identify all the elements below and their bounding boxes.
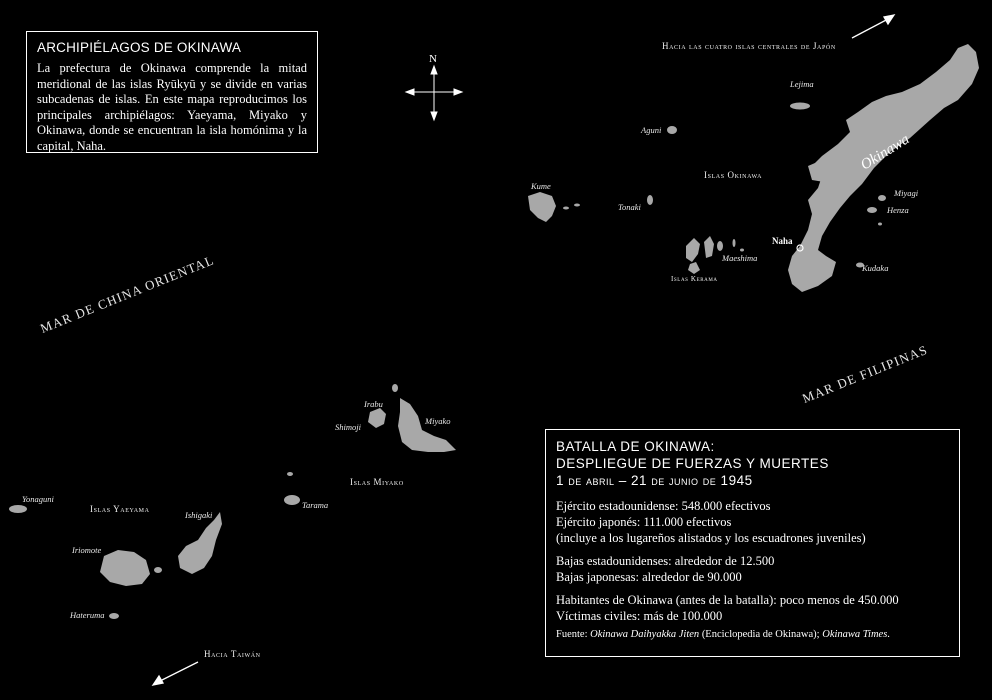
kerama-islands: [686, 238, 700, 262]
lejima-label: Lejima: [790, 79, 814, 89]
intro-title: ARCHIPIÉLAGOS DE OKINAWA: [37, 40, 242, 55]
tonaki-island: [647, 195, 653, 205]
tarama-island: [284, 495, 300, 505]
population-line: Habitantes de Okinawa (antes de la batalla): poco menos de 450.000: [556, 593, 899, 607]
civilian-victims-line: Víctimas civiles: más de 100.000: [556, 609, 723, 623]
us-casualties-line: Bajas estadounidenses: alrededor de 12.500: [556, 554, 775, 568]
yonaguni-island: [9, 505, 27, 513]
aguni-island: [667, 126, 677, 134]
jp-army-line: Ejército japonés: 111.000 efectivos: [556, 515, 732, 529]
irabu-label: Irabu: [364, 399, 383, 409]
henza-label: Henza: [887, 205, 909, 215]
jp-army-note: (incluye a los lugareños alistados y los escuadrones juveniles): [556, 531, 866, 545]
miyagi-island: [878, 195, 886, 201]
kudaka-label: Kudaka: [862, 263, 889, 273]
intro-box: [26, 31, 318, 153]
iriomote-island: [100, 550, 150, 586]
iriomote-label: Iriomote: [72, 545, 102, 555]
source-end: .: [887, 629, 890, 640]
aguni-label: Aguni: [641, 125, 662, 135]
arrow-to-taiwan: [153, 662, 198, 685]
tarama-label: Tarama: [302, 500, 329, 510]
group-kerama-label: Islas Kerama: [671, 275, 718, 283]
source-title-1: Okinawa Daihyakka Jiten: [590, 629, 700, 640]
direction-to-japan-label: Hacia las cuatro islas centrales de Japón: [662, 41, 836, 51]
sea-east-china-label: MAR DE CHINA ORIENTAL: [38, 252, 217, 336]
naha-label: Naha: [772, 236, 793, 246]
source-title-2: Okinawa Times: [822, 629, 888, 640]
battle-title-line3: 1 de abril – 21 de junio de 1945: [556, 473, 753, 488]
sea-philippine-label: MAR DE FILIPINAS: [800, 341, 930, 406]
kume-label: Kume: [531, 181, 551, 191]
us-army-line: Ejército estadounidense: 548.000 efectivos: [556, 499, 771, 513]
direction-to-taiwan-label: Hacia Taiwán: [204, 649, 261, 659]
battle-box: [545, 429, 960, 657]
ishigaki-island: [178, 512, 222, 574]
intro-body: La prefectura de Okinawa comprende la mitad meridional de las islas Ryūkyū y se divide en varias subcadenas de islas. En este mapa reproducimos los principales archipiélagos: Yaeyama, Miyako y Okinawa, donde se encuentran la isla homónima y la capital, Naha.: [37, 61, 307, 153]
group-miyako-label: Islas Miyako: [350, 477, 404, 487]
compass-rose: [406, 66, 462, 120]
group-yaeyama-label: Islas Yaeyama: [90, 504, 150, 514]
hateruma-island: [109, 613, 119, 619]
okinawa-island-label: Okinawa: [858, 131, 913, 174]
battle-title-line1: BATALLA DE OKINAWA:: [556, 439, 715, 454]
arrow-to-japan: [852, 15, 894, 38]
shimoji-label: Shimoji: [335, 422, 361, 432]
henza-island: [867, 207, 877, 213]
lejima-island: [790, 103, 810, 110]
source-mid: (Enciclopedia de Okinawa);: [699, 629, 823, 640]
tonaki-label: Tonaki: [618, 202, 641, 212]
compass-north-label: N: [429, 53, 437, 65]
ishigaki-label: Ishigaki: [185, 510, 213, 520]
yonaguni-label: Yonaguni: [22, 494, 54, 504]
jp-casualties-line: Bajas japonesas: alrededor de 90.000: [556, 570, 742, 584]
source-prefix: Fuente:: [556, 629, 591, 640]
miyagi-label: Miyagi: [894, 188, 919, 198]
hateruma-label: Hateruma: [70, 610, 105, 620]
battle-title-line2: DESPLIEGUE DE FUERZAS Y MUERTES: [556, 456, 829, 471]
maeshima-label: Maeshima: [722, 253, 758, 263]
irabu-island: [368, 408, 386, 428]
group-okinawa-label: Islas Okinawa: [704, 170, 763, 180]
source-line: [556, 628, 949, 642]
kume-island: [528, 192, 556, 222]
miyako-label: Miyako: [425, 416, 451, 426]
battle-title: [556, 438, 949, 489]
